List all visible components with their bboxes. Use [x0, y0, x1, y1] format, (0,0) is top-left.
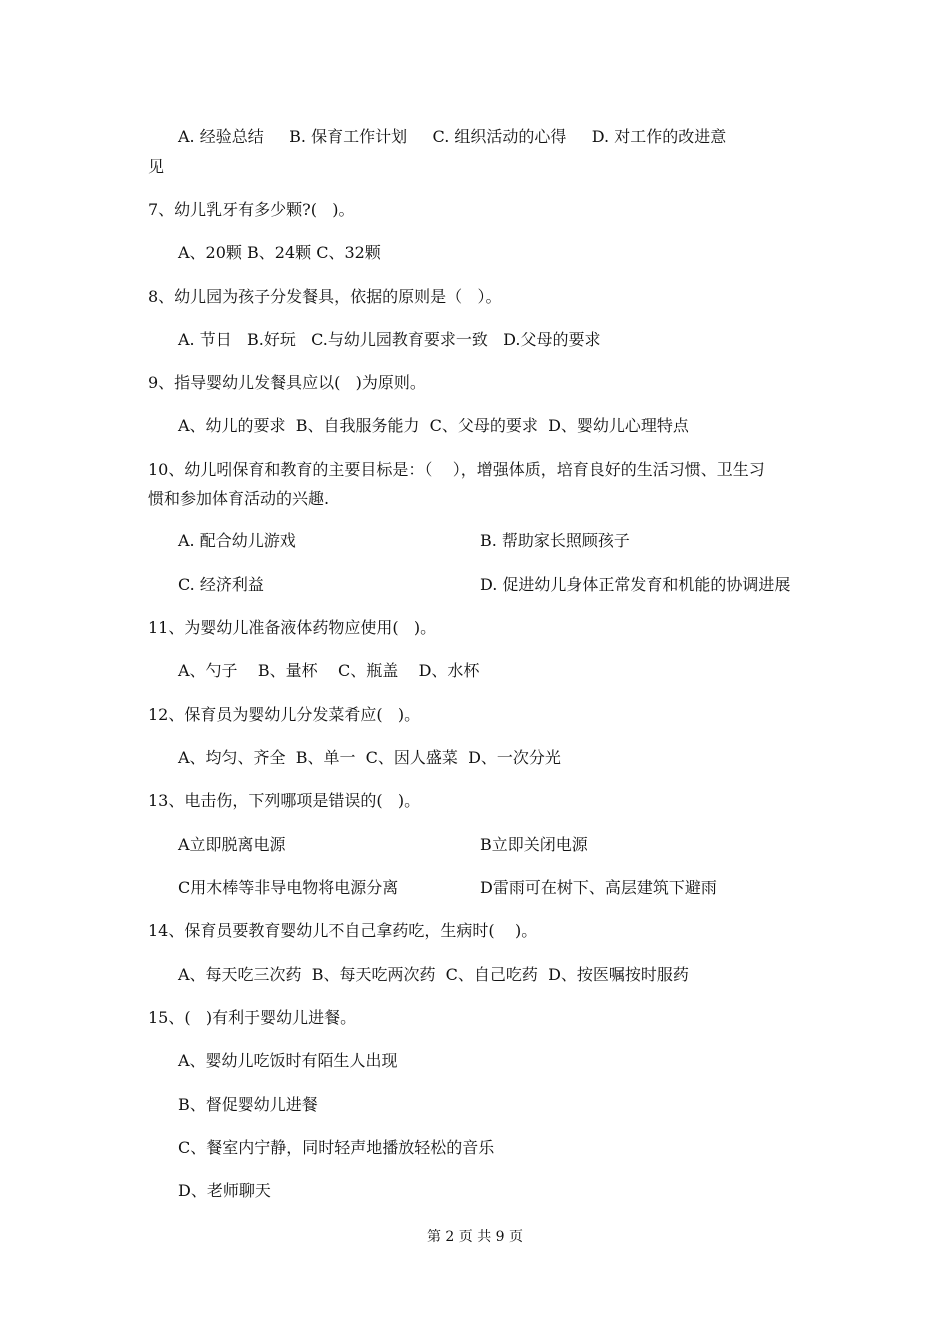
q9-options: A、幼儿的要求 B、自我服务能力 C、父母的要求 D、婴幼儿心理特点: [178, 416, 689, 435]
q13-option-c: C用木棒等非导电物将电源分离: [178, 878, 399, 897]
q6-options: A. 经验总结 B. 保育工作计划 C. 组织活动的心得 D. 对工作的改进意: [178, 127, 727, 146]
q10-option-d: D. 促进幼儿身体正常发育和机能的协调进展: [480, 575, 791, 594]
q12-stem: 12、保育员为婴幼儿分发菜肴应( )。: [148, 705, 421, 724]
q6-options-continued: 见: [148, 157, 165, 176]
q13-option-d: D雷雨可在树下、高层建筑下避雨: [480, 878, 717, 897]
q10-stem-line2: 惯和参加体育活动的兴趣.: [148, 489, 330, 508]
q12-options: A、均匀、齐全 B、单一 C、因人盛菜 D、一次分光: [178, 748, 561, 767]
q10-option-c: C. 经济利益: [178, 575, 264, 594]
q14-stem: 14、保育员要教育婴幼儿不自己拿药吃，生病时( )。: [148, 921, 538, 940]
page-footer: 第 2 页 共 9 页: [426, 1229, 524, 1245]
q15-stem: 15、( )有利于婴幼儿进餐。: [148, 1008, 357, 1027]
q11-stem: 11、为婴幼儿准备液体药物应使用( )。: [148, 618, 437, 637]
q10-option-a: A. 配合幼儿游戏: [178, 531, 296, 550]
q7-stem: 7、幼儿乳牙有多少颗?( )。: [148, 200, 355, 219]
q7-options: A、20颗 B、24颗 C、32颗: [178, 243, 381, 262]
q14-options: A、每天吃三次药 B、每天吃两次药 C、自己吃药 D、按医嘱按时服药: [178, 965, 689, 984]
q11-options: A、勺子 B、量杯 C、瓶盖 D、水杯: [178, 661, 480, 680]
q15-option-b: B、督促婴幼儿进餐: [178, 1095, 318, 1114]
q13-option-a: A立即脱离电源: [178, 835, 286, 854]
q8-stem: 8、幼儿园为孩子分发餐具，依据的原则是（ ）。: [148, 287, 502, 306]
q10-option-b: B. 帮助家长照顾孩子: [480, 531, 630, 550]
q10-stem-line1: 10、幼儿吲保育和教育的主要目标是：（ ），增强体质，培育良好的生活习惯、卫生习: [148, 460, 765, 479]
q13-option-b: B立即关闭电源: [480, 835, 588, 854]
q9-stem: 9、指导婴幼儿发餐具应以( )为原则。: [148, 373, 426, 392]
q15-option-d: D、老师聊天: [178, 1181, 271, 1200]
q13-stem: 13、电击伤，下列哪项是错误的( )。: [148, 791, 421, 810]
q15-option-c: C、餐室内宁静，同时轻声地播放轻松的音乐: [178, 1138, 495, 1157]
q15-option-a: A、婴幼儿吃饭时有陌生人出现: [178, 1051, 398, 1070]
q8-options: A. 节日 B.好玩 C.与幼儿园教育要求一致 D.父母的要求: [178, 330, 601, 349]
